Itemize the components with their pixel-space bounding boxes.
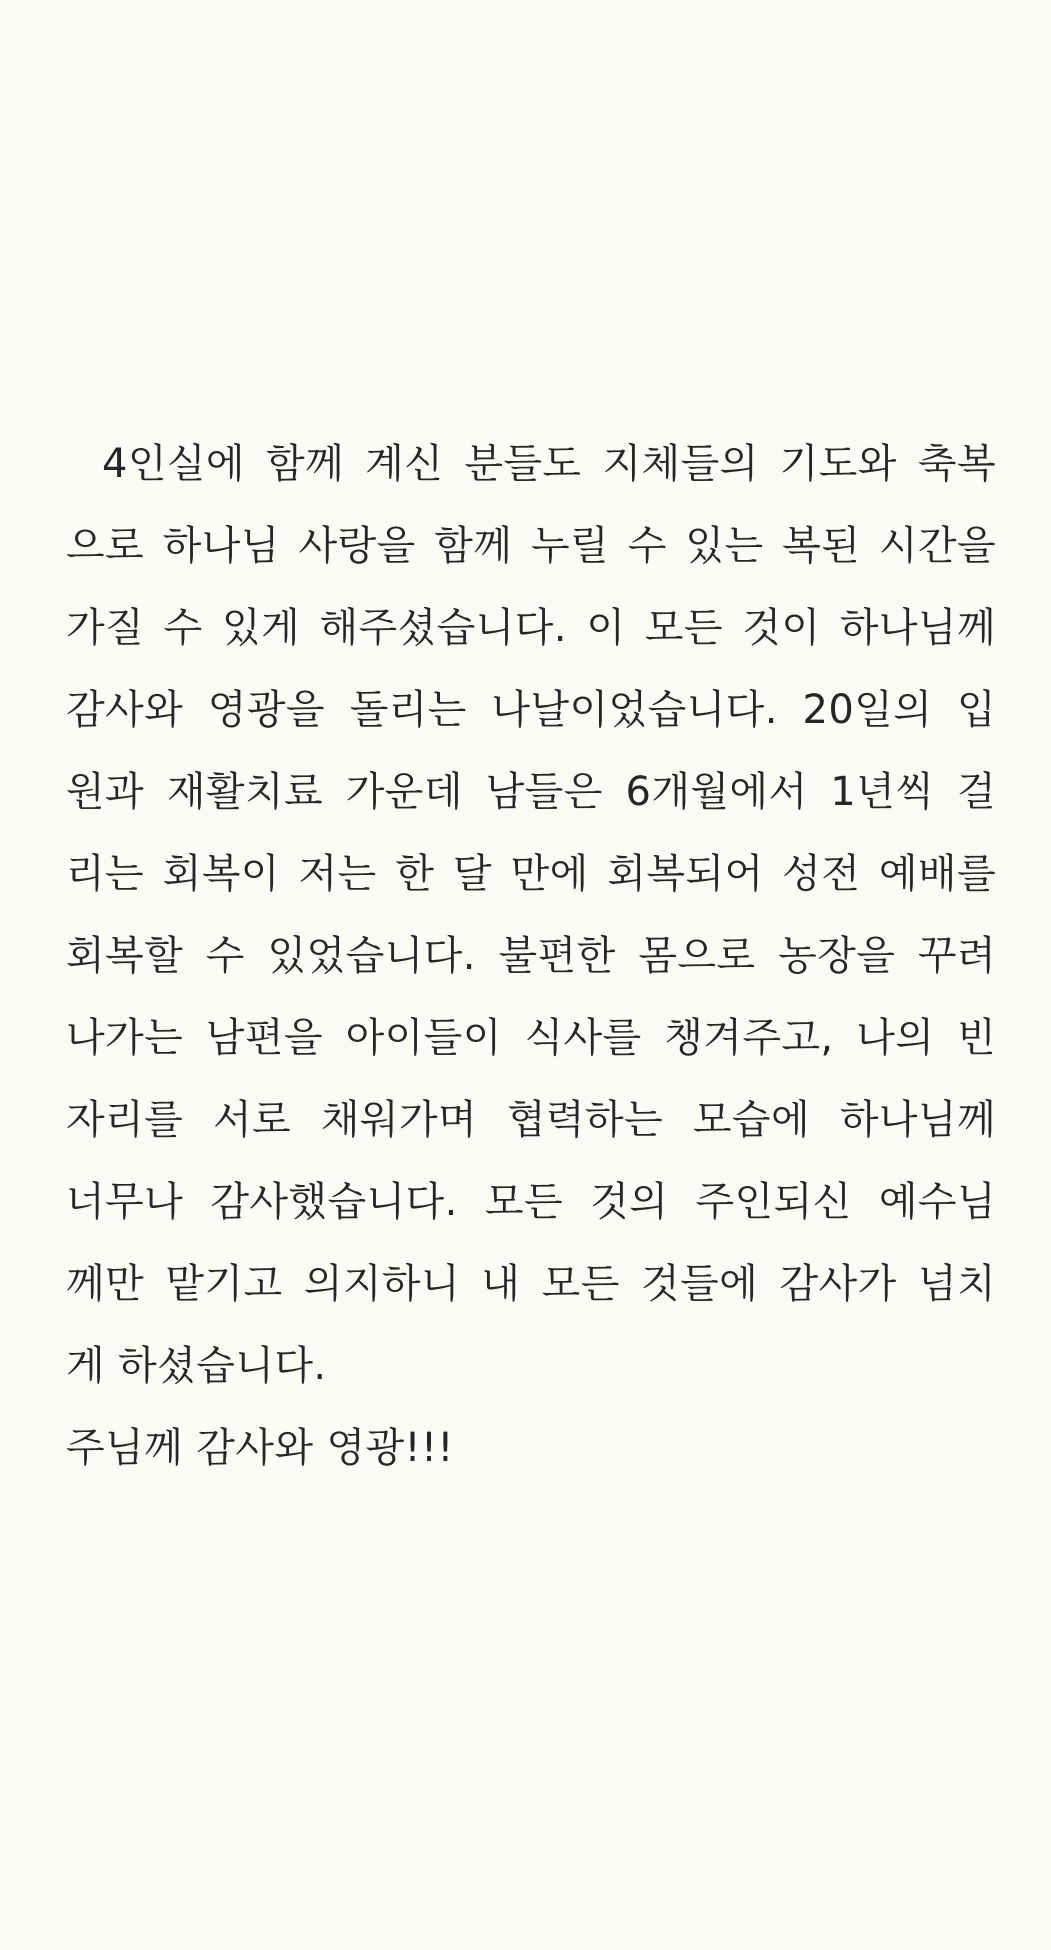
text-line: 4인실에 함께 계신 분들도 지체들의 기도와 축복 (102, 441, 996, 487)
text-line: 게 하셨습니다. (66, 1343, 327, 1389)
text-line: 회복할 수 있었습니다. 불편한 몸으로 농장을 꾸려 (66, 933, 996, 979)
text-line: 으로 하나님 사랑을 함께 누릴 수 있는 복된 시간을 (66, 523, 996, 569)
text-line: 나가는 남편을 아이들이 식사를 챙겨주고, 나의 빈 (66, 1015, 996, 1061)
text-line: 감사와 영광을 돌리는 나날이었습니다. 20일의 입 (66, 687, 996, 733)
closing-line: 주님께 감사와 영광!!! (66, 1425, 454, 1471)
testimony-text (66, 430, 996, 1482)
text-line: 원과 재활치료 가운데 남들은 6개월에서 1년씩 걸 (66, 769, 996, 815)
text-line: 께만 맡기고 의지하니 내 모든 것들에 감사가 넘치 (66, 1261, 996, 1307)
text-line: 너무나 감사했습니다. 모든 것의 주인되신 예수님 (66, 1179, 996, 1225)
text-line: 가질 수 있게 해주셨습니다. 이 모든 것이 하나님께 (66, 605, 996, 651)
text-line: 리는 회복이 저는 한 달 만에 회복되어 성전 예배를 (66, 851, 996, 897)
text-line: 자리를 서로 채워가며 협력하는 모습에 하나님께 (66, 1097, 996, 1143)
